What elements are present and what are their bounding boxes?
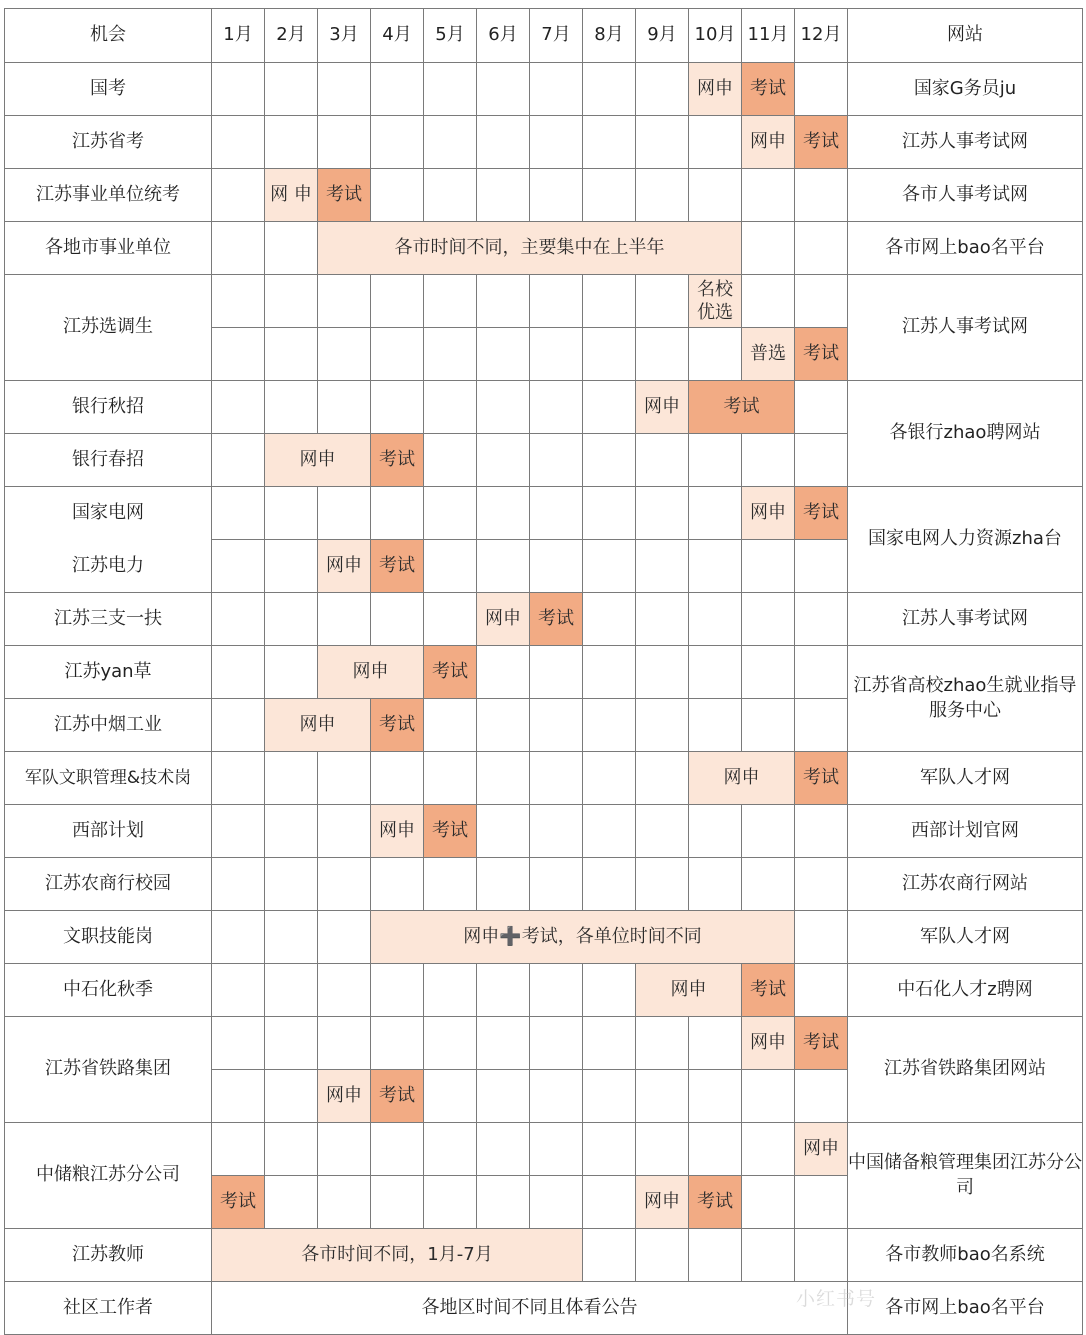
exam-cell: 考试: [689, 381, 795, 434]
apply-cell: 网申: [689, 63, 742, 116]
header-website: 网站: [848, 9, 1083, 63]
row-name: 中石化秋季: [5, 964, 212, 1017]
exam-cell: 考试: [689, 1176, 742, 1229]
website-cell: 各市网上bao名平台: [848, 1282, 1083, 1335]
row-name: 江苏教师: [5, 1229, 212, 1282]
apply-cell: 网申: [318, 646, 424, 699]
row-name: 西部计划: [5, 805, 212, 858]
apply-cell: 网申: [636, 381, 689, 434]
table-row: [5, 964, 1083, 1017]
apply-cell: 网申: [265, 699, 371, 752]
row-name: 中储粮江苏分公司: [5, 1123, 212, 1229]
table-row: [5, 911, 1083, 964]
header-month: 10月: [689, 9, 742, 63]
header-month: 7月: [530, 9, 583, 63]
website-cell: 江苏人事考试网: [848, 593, 1083, 646]
website-cell: 各市教师bao名系统: [848, 1229, 1083, 1282]
table-row: [5, 63, 1083, 116]
table-row: [5, 381, 1083, 434]
header-month: 9月: [636, 9, 689, 63]
website-cell: 江苏人事考试网: [848, 116, 1083, 169]
header-month: 3月: [318, 9, 371, 63]
apply-cell: 网申: [742, 116, 795, 169]
row-name: 江苏省考: [5, 116, 212, 169]
table-row: [5, 116, 1083, 169]
apply-cell: 网申: [742, 1017, 795, 1070]
span-note-cell: 网申➕考试，各单位时间不同: [371, 911, 795, 964]
header-month: 6月: [477, 9, 530, 63]
website-cell: 各市网上bao名平台: [848, 222, 1083, 275]
exam-cell: 考试: [530, 593, 583, 646]
exam-cell: 考试: [795, 1017, 848, 1070]
exam-cell: 考试: [371, 434, 424, 487]
span-note-cell: 各市时间不同，1月-7月: [212, 1229, 583, 1282]
apply-cell: 网申: [689, 752, 795, 805]
span-note-cell: 各地区时间不同且体看公告: [212, 1282, 848, 1335]
exam-cell: 考试: [212, 1176, 265, 1229]
row-name: 江苏农商行校园: [5, 858, 212, 911]
table-row: [5, 1123, 1083, 1176]
row-name: 江苏选调生: [5, 275, 212, 381]
website-cell: 中国储备粮管理集团江苏分公司: [848, 1123, 1083, 1229]
span-note-cell: 各市时间不同，主要集中在上半年: [318, 222, 742, 275]
apply-cell: 网申: [636, 1176, 689, 1229]
row-name: 各地市事业单位: [5, 222, 212, 275]
website-cell: 江苏农商行网站: [848, 858, 1083, 911]
table-row: [5, 752, 1083, 805]
apply-cell: 网申: [371, 805, 424, 858]
header-month: 11月: [742, 9, 795, 63]
website-cell: 国家电网人力资源zha台: [848, 487, 1083, 593]
website-cell: 江苏人事考试网: [848, 275, 1083, 381]
row-name: 江苏三支一扶: [5, 593, 212, 646]
table-row: [5, 275, 1083, 328]
website-cell: 军队人才网: [848, 911, 1083, 964]
row-name: 国家电网: [5, 487, 212, 540]
apply-cell: 网申: [742, 487, 795, 540]
row-name: 国考: [5, 63, 212, 116]
table-row: [5, 646, 1083, 699]
header-opportunity: 机会: [5, 9, 212, 63]
exam-cell: 考试: [371, 1070, 424, 1123]
exam-cell: 考试: [742, 63, 795, 116]
website-cell: 各银行zhao聘网站: [848, 381, 1083, 487]
table-row: [5, 805, 1083, 858]
exam-cell: 考试: [795, 328, 848, 381]
row-name: 银行秋招: [5, 381, 212, 434]
apply-cell: 网申: [795, 1123, 848, 1176]
general-selection-cell: 普选: [742, 328, 795, 381]
exam-cell: 考试: [424, 805, 477, 858]
table-row: [5, 1017, 1083, 1070]
table-row: [5, 1229, 1083, 1282]
table-row: [5, 593, 1083, 646]
exam-cell: 考试: [795, 116, 848, 169]
row-name: 银行春招: [5, 434, 212, 487]
apply-cell: 网申: [318, 540, 371, 593]
website-cell: 各市人事考试网: [848, 169, 1083, 222]
header-month: 1月: [212, 9, 265, 63]
header-row: [5, 9, 1083, 63]
website-cell: 江苏省高校zhao生就业指导服务中心: [848, 646, 1083, 752]
table-row: [5, 1282, 1083, 1335]
header-month: 12月: [795, 9, 848, 63]
table-row: [5, 858, 1083, 911]
apply-cell: 网申: [477, 593, 530, 646]
recruitment-schedule-table: [4, 8, 1083, 1335]
elite-selection-label: 名校优选: [697, 278, 733, 323]
table-row: [5, 222, 1083, 275]
apply-cell: 网申: [318, 1070, 371, 1123]
exam-cell: 考试: [371, 699, 424, 752]
exam-cell: 考试: [318, 169, 371, 222]
exam-cell: 考试: [795, 487, 848, 540]
table-row: [5, 169, 1083, 222]
exam-cell: 考试: [795, 752, 848, 805]
row-name: 江苏事业单位统考: [5, 169, 212, 222]
header-month: 2月: [265, 9, 318, 63]
exam-cell: 考试: [424, 646, 477, 699]
website-cell: 国家G务员ju: [848, 63, 1083, 116]
row-name: 江苏电力: [5, 540, 212, 593]
website-cell: 西部计划官网: [848, 805, 1083, 858]
exam-cell: 考试: [371, 540, 424, 593]
table-row: [5, 487, 1083, 540]
row-name: 文职技能岗: [5, 911, 212, 964]
apply-cell: 网申: [636, 964, 742, 1017]
row-name: 江苏省铁路集团: [5, 1017, 212, 1123]
apply-cell: 网申: [265, 434, 371, 487]
elite-selection-cell: [689, 275, 742, 328]
row-name: 江苏yan草: [5, 646, 212, 699]
header-month: 5月: [424, 9, 477, 63]
header-month: 8月: [583, 9, 636, 63]
header-month: 4月: [371, 9, 424, 63]
row-name: 江苏中烟工业: [5, 699, 212, 752]
row-name: 军队文职管理&技术岗: [5, 752, 212, 805]
watermark-text: 小红书号: [796, 1288, 877, 1310]
apply-cell: 网 申: [265, 169, 318, 222]
website-cell: 江苏省铁路集团网站: [848, 1017, 1083, 1123]
website-cell: 军队人才网: [848, 752, 1083, 805]
exam-cell: 考试: [742, 964, 795, 1017]
row-name: 社区工作者: [5, 1282, 212, 1335]
website-cell: 中石化人才z聘网: [848, 964, 1083, 1017]
